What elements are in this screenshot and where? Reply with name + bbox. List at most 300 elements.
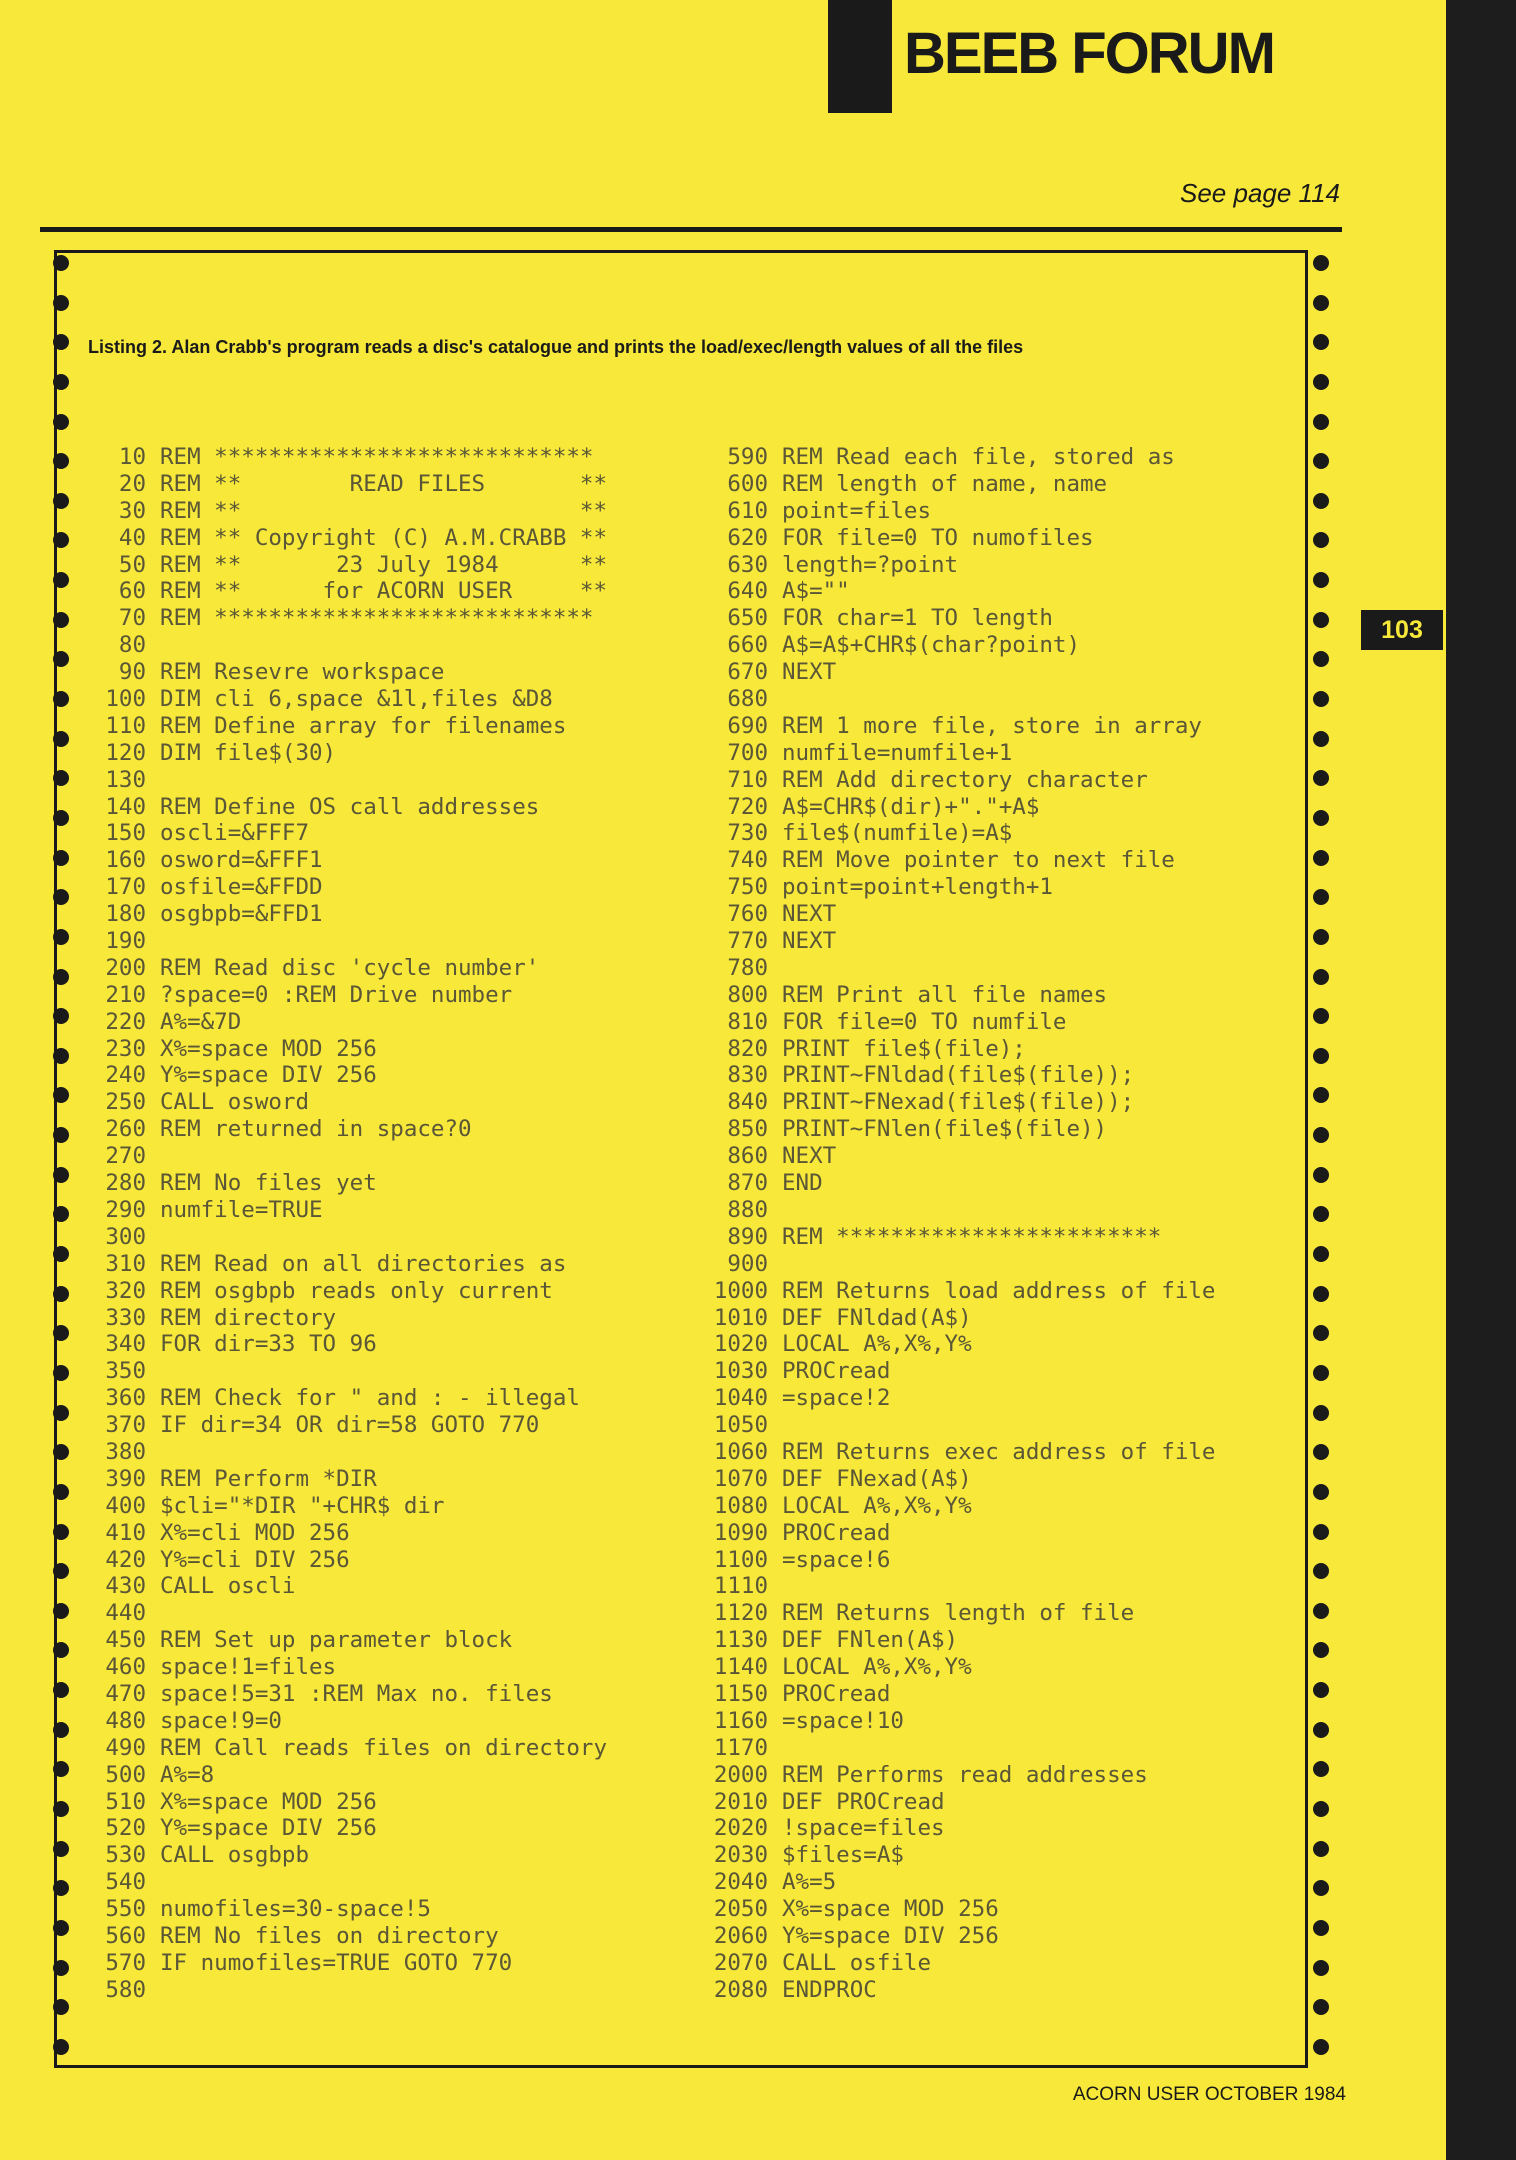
listing-line: [90, 1170, 690, 1197]
line-number: 590: [727, 444, 768, 470]
listing-line: [90, 1789, 690, 1816]
footer-issue-line: ACORN USER OCTOBER 1984: [1072, 2084, 1346, 2105]
line-code: REM Print all file names: [782, 981, 1108, 1008]
listing-line: [700, 1681, 1320, 1708]
sprocket-hole: [53, 453, 69, 469]
line-code: REM length of name, name: [782, 470, 1108, 497]
sprocket-hole: [53, 295, 69, 311]
sprocket-hole: [53, 2039, 69, 2055]
listing-line: [90, 1493, 690, 1520]
line-number: 1080: [713, 1492, 768, 1519]
line-number: 870: [727, 1170, 768, 1197]
listing-line: [90, 1062, 690, 1089]
line-code: REM osgbpb reads only current: [160, 1277, 553, 1304]
listing-line: [700, 1520, 1320, 1547]
line-code: END: [782, 1170, 823, 1197]
line-code: Y%=cli DIV 256: [160, 1546, 350, 1573]
line-code: REM Resevre workspace: [160, 659, 445, 686]
listing-line: [700, 1573, 1320, 1600]
listing-line: [700, 659, 1320, 686]
listing-line: [90, 1278, 690, 1305]
page-number-tab: 103: [1361, 610, 1443, 650]
line-code: osword=&FFF1: [160, 847, 323, 874]
listing-line: [90, 659, 690, 686]
listing-line: [700, 1842, 1320, 1869]
listing-line: [700, 820, 1320, 847]
line-number: 810: [727, 1008, 768, 1035]
listing-line: [90, 1681, 690, 1708]
sprocket-hole: [53, 1246, 69, 1262]
listing-line: [700, 1251, 1320, 1278]
line-code: PRINT~FNexad(file$(file));: [782, 1089, 1135, 1116]
sprocket-hole: [53, 1682, 69, 1698]
line-number: 190: [105, 928, 146, 955]
listing-line: [700, 1547, 1320, 1574]
line-number: 130: [105, 766, 146, 793]
listing-line: [90, 1385, 690, 1412]
line-number: 340: [105, 1331, 146, 1358]
sprocket-hole: [1313, 2039, 1329, 2055]
line-code: NEXT: [782, 1143, 837, 1170]
listing-line: [700, 1036, 1320, 1063]
line-code: REM Read disc 'cycle number': [160, 954, 540, 981]
line-code: numfile=TRUE: [160, 1196, 323, 1223]
listing-line: [90, 1573, 690, 1600]
sprocket-hole: [53, 1127, 69, 1143]
sprocket-hole: [53, 1761, 69, 1777]
listing-line: [700, 1170, 1320, 1197]
listing-line: [90, 1036, 690, 1063]
line-number: 330: [105, 1304, 146, 1331]
line-code: REM ****************************: [160, 444, 594, 470]
listing-line: [90, 525, 690, 552]
line-code: PRINT~FNldad(file$(file));: [782, 1062, 1135, 1089]
sprocket-hole: [53, 810, 69, 826]
listing-line: [700, 1600, 1320, 1627]
line-code: X%=space MOD 256: [160, 1035, 377, 1062]
line-number: 20: [118, 470, 146, 497]
line-number: 580: [105, 1976, 146, 2003]
listing-line: [90, 1654, 690, 1681]
line-code: space!5=31 :REM Max no. files: [160, 1680, 553, 1707]
line-number: 170: [105, 874, 146, 901]
listing-line: [90, 1896, 690, 1923]
listing-line: [90, 1466, 690, 1493]
listing-line: [90, 1923, 690, 1950]
line-code: FOR dir=33 TO 96: [160, 1331, 377, 1358]
line-code: DIM file$(30): [160, 739, 337, 766]
line-number: 260: [105, 1116, 146, 1143]
line-number: 850: [727, 1116, 768, 1143]
line-code: REM ** Copyright (C) A.M.CRABB **: [160, 524, 608, 551]
sprocket-hole: [53, 493, 69, 509]
listing-line: [700, 1197, 1320, 1224]
line-number: 310: [105, 1250, 146, 1277]
line-code: $files=A$: [782, 1842, 904, 1869]
line-number: 440: [105, 1600, 146, 1627]
line-code: REM ** READ FILES **: [160, 470, 608, 497]
line-number: 2010: [713, 1788, 768, 1815]
line-code: REM No files on directory: [160, 1922, 499, 1949]
sprocket-hole: [53, 850, 69, 866]
line-number: 1010: [713, 1304, 768, 1331]
line-code: IF dir=34 OR dir=58 GOTO 770: [160, 1412, 540, 1439]
sprocket-hole: [53, 1405, 69, 1421]
listing-line: [700, 928, 1320, 955]
line-number: 690: [727, 712, 768, 739]
line-number: 210: [105, 981, 146, 1008]
line-number: 540: [105, 1869, 146, 1896]
line-number: 1050: [713, 1412, 768, 1439]
listing-line: [700, 794, 1320, 821]
sprocket-hole: [53, 1999, 69, 2015]
listing-line: [700, 1735, 1320, 1762]
listing-line: [700, 1358, 1320, 1385]
line-number: 400: [105, 1492, 146, 1519]
line-code: PRINT file$(file);: [782, 1035, 1026, 1062]
listing-line: [700, 1062, 1320, 1089]
listing-line: [700, 498, 1320, 525]
listing-line: [90, 1412, 690, 1439]
listing-line: [90, 1950, 690, 1977]
line-code: =space!2: [782, 1385, 891, 1412]
line-code: $cli="*DIR "+CHR$ dir: [160, 1492, 445, 1519]
line-number: 2020: [713, 1815, 768, 1842]
line-code: A%=8: [160, 1761, 215, 1788]
line-number: 30: [118, 497, 146, 524]
line-code: X%=cli MOD 256: [160, 1519, 350, 1546]
line-number: 620: [727, 524, 768, 551]
line-code: =space!6: [782, 1546, 891, 1573]
sprocket-hole: [53, 1801, 69, 1817]
line-number: 320: [105, 1277, 146, 1304]
line-code: Y%=space DIV 256: [160, 1062, 377, 1089]
listing-line: [700, 1762, 1320, 1789]
sprocket-hole: [53, 1048, 69, 1064]
line-code: DEF PROCread: [782, 1788, 945, 1815]
sprocket-hole: [53, 929, 69, 945]
listing-line: [700, 1977, 1320, 2004]
line-number: 520: [105, 1815, 146, 1842]
line-code: REM Move pointer to next file: [782, 847, 1175, 874]
line-number: 1120: [713, 1600, 768, 1627]
line-code: space!1=files: [160, 1654, 337, 1681]
line-number: 180: [105, 901, 146, 928]
line-number: 700: [727, 739, 768, 766]
listing-caption: Listing 2. Alan Crabb's program reads a disc's catalogue and prints the load/exec/length values of all the files: [88, 337, 1024, 357]
line-number: 860: [727, 1143, 768, 1170]
line-number: 840: [727, 1089, 768, 1116]
line-number: 1110: [713, 1573, 768, 1600]
sprocket-hole: [53, 1722, 69, 1738]
listing-line: [90, 955, 690, 982]
listing-line: [700, 955, 1320, 982]
header-accent-bar: [828, 0, 892, 113]
line-number: 2040: [713, 1869, 768, 1896]
listing-line: [700, 525, 1320, 552]
listing-line: [700, 1143, 1320, 1170]
listing-line: [90, 1305, 690, 1332]
line-code: =space!10: [782, 1707, 904, 1734]
line-number: 730: [727, 820, 768, 847]
line-code: numofiles=30-space!5: [160, 1896, 431, 1923]
listing-line: [90, 1009, 690, 1036]
listing-line: [90, 471, 690, 498]
sprocket-hole: [53, 651, 69, 667]
line-number: 110: [105, 712, 146, 739]
line-code: REM Define array for filenames: [160, 712, 567, 739]
line-code: REM ** 23 July 1984 **: [160, 551, 608, 578]
sprocket-hole: [1313, 334, 1329, 350]
line-code: Y%=space DIV 256: [160, 1815, 377, 1842]
line-code: CALL osgbpb: [160, 1842, 310, 1869]
line-code: DIM cli 6,space &1l,files &D8: [160, 686, 553, 713]
listing-line: [700, 552, 1320, 579]
listing-line: [90, 498, 690, 525]
line-number: 560: [105, 1922, 146, 1949]
line-number: 1060: [713, 1438, 768, 1465]
line-number: 780: [727, 954, 768, 981]
sprocket-hole: [53, 255, 69, 271]
sprocket-hole: [53, 1524, 69, 1540]
listing-line: [700, 1466, 1320, 1493]
listing-line: [90, 928, 690, 955]
line-number: 770: [727, 928, 768, 955]
listing-line: [700, 632, 1320, 659]
sprocket-hole: [53, 969, 69, 985]
header-rule: [40, 227, 1342, 232]
listing-line: [700, 1896, 1320, 1923]
listing-line: [700, 982, 1320, 1009]
line-number: 630: [727, 551, 768, 578]
line-number: 480: [105, 1707, 146, 1734]
line-number: 410: [105, 1519, 146, 1546]
line-code: ENDPROC: [782, 1976, 877, 2003]
sprocket-hole: [53, 1841, 69, 1857]
line-code: REM Add directory character: [782, 766, 1148, 793]
line-number: 390: [105, 1465, 146, 1492]
line-number: 800: [727, 981, 768, 1008]
line-number: 650: [727, 605, 768, 632]
listing-line: [90, 1143, 690, 1170]
line-code: PRINT~FNlen(file$(file)): [782, 1116, 1108, 1143]
line-number: 660: [727, 632, 768, 659]
sprocket-hole: [1313, 414, 1329, 430]
line-number: 60: [118, 578, 146, 605]
line-code: numfile=numfile+1: [782, 739, 1013, 766]
line-number: 220: [105, 1008, 146, 1035]
listing-line: [90, 1089, 690, 1116]
line-number: 450: [105, 1627, 146, 1654]
listing-line: [90, 1439, 690, 1466]
line-number: 740: [727, 847, 768, 874]
line-code: DEF FNexad(A$): [782, 1465, 972, 1492]
listing-line: [700, 1923, 1320, 1950]
line-number: 40: [118, 524, 146, 551]
line-code: REM ** **: [160, 497, 608, 524]
line-number: 10: [118, 444, 146, 470]
line-number: 80: [118, 632, 146, 659]
listing-line: [90, 1600, 690, 1627]
sprocket-hole: [53, 1444, 69, 1460]
listing-line: [700, 1412, 1320, 1439]
listing-line: [700, 713, 1320, 740]
listing-line: [90, 794, 690, 821]
line-number: 490: [105, 1734, 146, 1761]
line-number: 240: [105, 1062, 146, 1089]
listing-column-left: [90, 444, 690, 2004]
line-code: osgbpb=&FFD1: [160, 901, 323, 928]
line-number: 370: [105, 1412, 146, 1439]
listing-line: [700, 1708, 1320, 1735]
sprocket-hole: [53, 532, 69, 548]
listing-line: [90, 1977, 690, 2004]
line-code: !space=files: [782, 1815, 945, 1842]
listing-line: [90, 1224, 690, 1251]
listing-line: [700, 767, 1320, 794]
line-code: REM Call reads files on directory: [160, 1734, 608, 1761]
listing-line: [90, 552, 690, 579]
line-code: NEXT: [782, 659, 837, 686]
sprocket-hole: [53, 1484, 69, 1500]
line-number: 230: [105, 1035, 146, 1062]
line-code: DEF FNldad(A$): [782, 1304, 972, 1331]
listing-line: [700, 1116, 1320, 1143]
line-code: A$=CHR$(dir)+"."+A$: [782, 793, 1040, 820]
line-number: 300: [105, 1223, 146, 1250]
line-number: 280: [105, 1170, 146, 1197]
line-code: PROCread: [782, 1680, 891, 1707]
line-number: 430: [105, 1573, 146, 1600]
listing-line: [700, 1089, 1320, 1116]
line-code: REM ************************: [782, 1223, 1162, 1250]
listing-line: [90, 1869, 690, 1896]
line-code: REM ** for ACORN USER **: [160, 578, 608, 605]
listing-line: [700, 1305, 1320, 1332]
line-code: REM returned in space?0: [160, 1116, 472, 1143]
listing-line: [90, 1708, 690, 1735]
line-number: 1040: [713, 1385, 768, 1412]
listing-line: [700, 471, 1320, 498]
sprocket-hole: [53, 1286, 69, 1302]
listing-line: [90, 713, 690, 740]
listing-line: [90, 1815, 690, 1842]
listing-line: [700, 1385, 1320, 1412]
sprocket-hole: [53, 889, 69, 905]
line-code: osfile=&FFDD: [160, 874, 323, 901]
line-number: 150: [105, 820, 146, 847]
line-number: 880: [727, 1196, 768, 1223]
listing-line: [700, 740, 1320, 767]
listing-line: [90, 1358, 690, 1385]
line-number: 510: [105, 1788, 146, 1815]
line-number: 610: [727, 497, 768, 524]
sprocket-hole: [53, 770, 69, 786]
listing-line: [700, 1869, 1320, 1896]
line-number: 100: [105, 686, 146, 713]
line-number: 530: [105, 1842, 146, 1869]
line-code: PROCread: [782, 1519, 891, 1546]
listing-line: [90, 1197, 690, 1224]
sprocket-hole: [53, 1365, 69, 1381]
sprocket-hole: [53, 1008, 69, 1024]
line-code: DEF FNlen(A$): [782, 1627, 959, 1654]
line-code: PROCread: [782, 1358, 891, 1385]
line-code: REM Performs read addresses: [782, 1761, 1148, 1788]
listing-line: [700, 1009, 1320, 1036]
sprocket-hole: [53, 1563, 69, 1579]
see-page-reference: See page 114: [1180, 178, 1340, 208]
line-number: 360: [105, 1385, 146, 1412]
line-code: A%=&7D: [160, 1008, 242, 1035]
sprocket-hole: [53, 1603, 69, 1619]
sprocket-hole: [53, 731, 69, 747]
listing-line: [90, 1735, 690, 1762]
listing-line: [90, 767, 690, 794]
line-code: X%=space MOD 256: [160, 1788, 377, 1815]
line-code: NEXT: [782, 928, 837, 955]
listing-line: [90, 1547, 690, 1574]
line-number: 890: [727, 1223, 768, 1250]
listing-line: [700, 1224, 1320, 1251]
line-code: REM Returns length of file: [782, 1600, 1135, 1627]
line-code: IF numofiles=TRUE GOTO 770: [160, 1949, 513, 1976]
line-code: oscli=&FFF7: [160, 820, 310, 847]
sprocket-hole: [53, 1642, 69, 1658]
sprocket-hole: [1313, 295, 1329, 311]
line-number: 70: [118, 605, 146, 632]
line-number: 120: [105, 739, 146, 766]
line-code: REM Read on all directories as: [160, 1250, 567, 1277]
listing-line: [700, 1278, 1320, 1305]
line-code: A$=A$+CHR$(char?point): [782, 632, 1081, 659]
line-number: 1170: [713, 1734, 768, 1761]
line-number: 760: [727, 901, 768, 928]
line-code: Y%=space DIV 256: [782, 1922, 999, 1949]
sprocket-hole: [53, 1325, 69, 1341]
listing-line: [700, 1950, 1320, 1977]
listing-line: [700, 1439, 1320, 1466]
listing-line: [700, 686, 1320, 713]
line-code: LOCAL A%,X%,Y%: [782, 1492, 972, 1519]
line-number: 640: [727, 578, 768, 605]
listing-line: [700, 444, 1320, 471]
line-number: 1070: [713, 1465, 768, 1492]
listing-line: [90, 901, 690, 928]
line-code: REM Returns load address of file: [782, 1277, 1216, 1304]
line-number: 270: [105, 1143, 146, 1170]
listing-line: [90, 1627, 690, 1654]
listing-line: [700, 1789, 1320, 1816]
line-number: 900: [727, 1250, 768, 1277]
listing-line: [90, 444, 690, 471]
line-number: 380: [105, 1438, 146, 1465]
listing-line: [90, 1762, 690, 1789]
line-code: REM Returns exec address of file: [782, 1438, 1216, 1465]
listing-line: [700, 605, 1320, 632]
line-number: 1000: [713, 1277, 768, 1304]
line-number: 600: [727, 470, 768, 497]
line-code: length=?point: [782, 551, 959, 578]
line-number: 50: [118, 551, 146, 578]
listing-line: [700, 578, 1320, 605]
sprocket-hole: [53, 334, 69, 350]
sprocket-hole: [53, 572, 69, 588]
section-title: BEEB FORUM: [904, 21, 1274, 86]
line-code: point=point+length+1: [782, 874, 1053, 901]
listing-line: [90, 820, 690, 847]
line-code: point=files: [782, 497, 932, 524]
